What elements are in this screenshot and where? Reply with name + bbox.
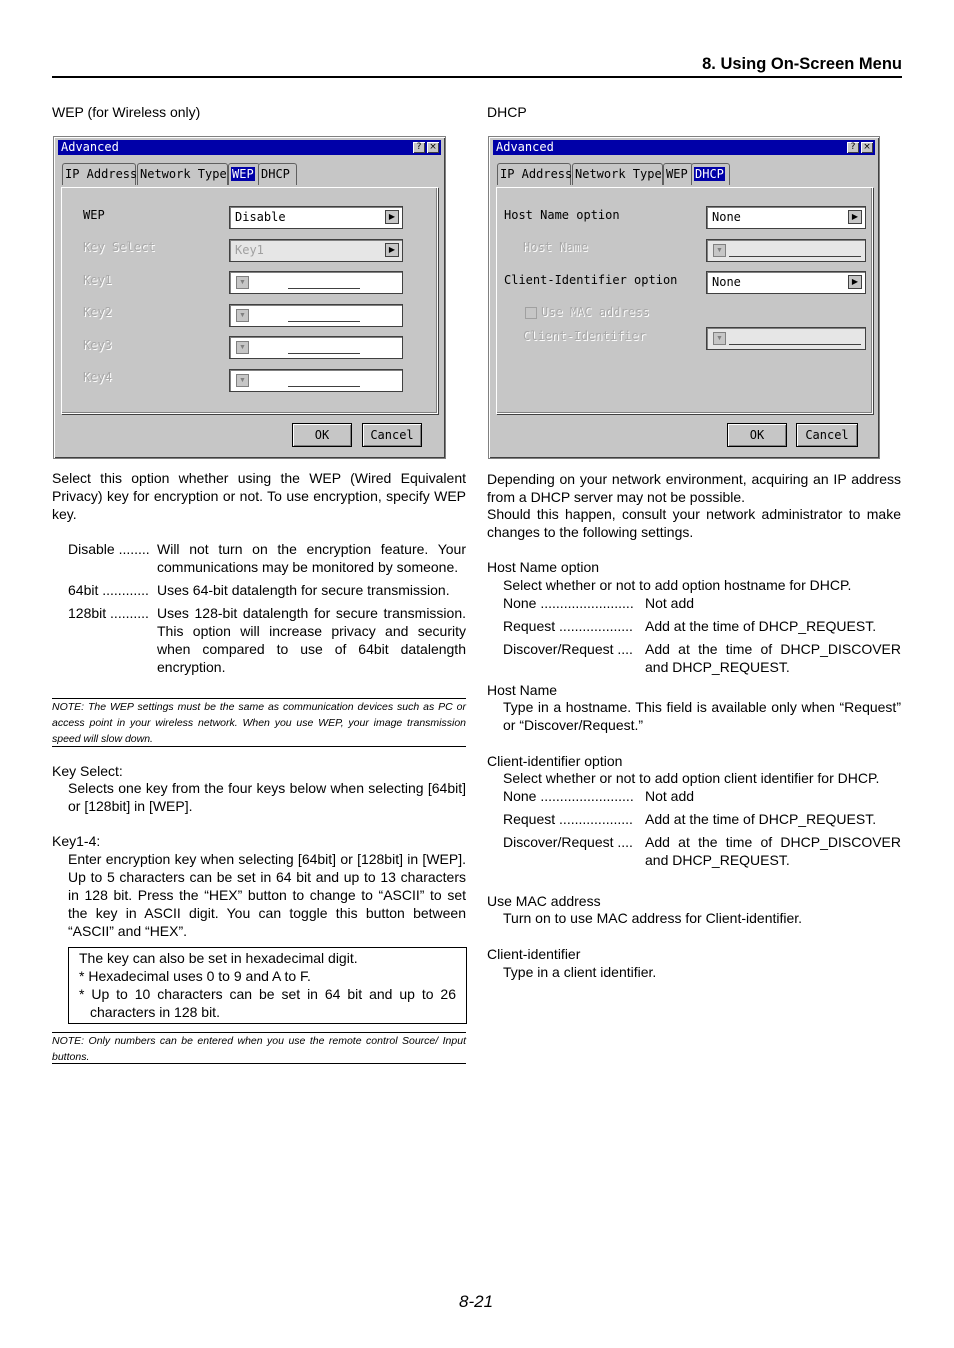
dialog-title: Advanced <box>496 140 554 154</box>
hex-info-box <box>68 947 467 1024</box>
note-divider <box>52 746 466 747</box>
chevron-right-icon: ▶ <box>848 275 862 289</box>
chevron-right-icon: ▶ <box>848 210 862 224</box>
option-desc: Will not turn on the encryption feature. Your communications may be monitored by someone. <box>157 541 466 575</box>
wep-dialog <box>53 136 446 459</box>
host-name-option-label: Host Name option <box>504 208 620 222</box>
help-icon[interactable]: ? <box>847 142 859 153</box>
option-term: 64bit ............ <box>68 582 149 598</box>
option-desc: Add at the time of DHCP_DISCOVER and DHCP_REQUEST. <box>645 641 901 675</box>
tab-network-type[interactable]: Network Type <box>137 163 228 185</box>
client-id-text: Type in a client identifier. <box>503 964 657 980</box>
chevron-right-icon: ▶ <box>385 210 399 224</box>
client-id-label: Client-Identifier <box>523 329 646 343</box>
use-mac-checkbox[interactable] <box>525 307 537 319</box>
key-select-heading: Key Select: <box>52 763 123 779</box>
hex-toggle-icon[interactable]: ▼ <box>713 332 726 345</box>
option-desc: Add at the time of DHCP_REQUEST. <box>645 811 877 827</box>
option-term: Discover/Request .... <box>503 641 633 657</box>
chevron-right-icon: ▶ <box>385 243 399 257</box>
key3-input[interactable] <box>229 336 403 359</box>
dhcp-caption: DHCP <box>487 104 527 120</box>
wep-caption: WEP (for Wireless only) <box>52 104 201 120</box>
dhcp-intro-2: Should this happen, consult your network administrator to make changes to the following settings. <box>487 506 901 540</box>
host-name-option-text: Select whether or not to add option hostname for DHCP. <box>503 577 852 593</box>
tab-ip-address[interactable]: IP Address <box>497 163 571 185</box>
use-mac-text: Turn on to use MAC address for Client-identifier. <box>503 910 803 926</box>
settings-panel <box>496 187 873 414</box>
close-icon[interactable]: × <box>861 142 873 153</box>
host-name-label: Host Name <box>523 240 589 254</box>
option-desc: Add at the time of DHCP_REQUEST. <box>645 618 877 634</box>
use-mac-label: Use MAC address <box>541 305 650 319</box>
cancel-button[interactable]: Cancel <box>362 423 422 447</box>
key1-label: Key1 <box>83 273 112 287</box>
ok-button[interactable]: OK <box>727 423 787 447</box>
hex-toggle-icon[interactable]: ▼ <box>713 244 726 257</box>
key1-input[interactable] <box>229 271 403 294</box>
option-desc: Add at the time of DHCP_DISCOVER and DHCP_REQUEST. <box>645 834 901 868</box>
option-term: Request ................... <box>503 811 633 827</box>
note-wep: NOTE: The WEP settings must be the same as communication devices such as PC or access point in your wireless network. When you use WEP, your image transmission speed will slow down. <box>52 701 466 745</box>
hex-toggle-icon[interactable]: ▼ <box>236 276 249 289</box>
key-select-select[interactable]: Key1 ▶ <box>229 239 403 262</box>
tab-network-type[interactable]: Network Type <box>572 163 663 185</box>
tab-dhcp[interactable]: DHCP <box>258 163 297 185</box>
hex-toggle-icon[interactable]: ▼ <box>236 341 249 354</box>
key2-input[interactable] <box>229 304 403 327</box>
hex-toggle-icon[interactable]: ▼ <box>236 309 249 322</box>
dhcp-dialog <box>488 136 880 459</box>
dialog-title: Advanced <box>61 140 119 154</box>
key14-heading: Key1-4: <box>52 833 101 849</box>
tab-wep[interactable]: WEP <box>663 163 693 185</box>
option-desc: Not add <box>645 788 695 804</box>
option-desc: Uses 64-bit datalength for secure transmission. <box>157 582 450 598</box>
box-line: The key can also be set in hexadecimal digit. <box>79 950 358 966</box>
key4-label: Key4 <box>83 370 112 384</box>
tab-ip-address[interactable]: IP Address <box>62 163 136 185</box>
client-id-option-select[interactable]: None ▶ <box>706 271 866 294</box>
ok-button[interactable]: OK <box>292 423 352 447</box>
client-id-heading: Client-identifier <box>487 946 581 962</box>
wep-select[interactable]: Disable ▶ <box>229 206 403 229</box>
option-desc: Not add <box>645 595 695 611</box>
settings-panel <box>61 187 438 414</box>
host-name-text: Type in a hostname. This field is available only when “Request” or “Discover/Request.” <box>503 699 901 733</box>
dialog-titlebar <box>493 140 875 155</box>
client-id-option-label: Client-Identifier option <box>504 273 678 287</box>
client-id-input[interactable] <box>706 327 866 350</box>
host-name-input[interactable] <box>706 239 866 262</box>
hex-toggle-icon[interactable]: ▼ <box>236 374 249 387</box>
dhcp-intro: Depending on your network environment, acquiring an IP address from a DHCP server may not be possible. <box>487 471 901 505</box>
box-line: * Hexadecimal uses 0 to 9 and A to F. <box>79 968 311 984</box>
option-desc: Uses 128-bit datalength for secure transmission. This option will increase privacy and security when compared to use of 64bit datalength encryption. <box>157 605 466 675</box>
option-term: Discover/Request .... <box>503 834 633 850</box>
client-id-option-heading: Client-identifier option <box>487 753 623 769</box>
tab-wep[interactable]: WEP <box>228 163 260 185</box>
header-rule <box>52 54 902 78</box>
option-term: Request ................... <box>503 618 633 634</box>
cancel-button[interactable]: Cancel <box>796 423 858 447</box>
option-term: None ........................ <box>503 788 634 804</box>
key3-label: Key3 <box>83 338 112 352</box>
note-remote: NOTE: Only numbers can be entered when you use the remote control Source/ Input buttons. <box>52 1035 466 1063</box>
option-term: Disable ........ <box>68 541 150 557</box>
dialog-titlebar <box>58 140 441 155</box>
host-name-option-select[interactable]: None ▶ <box>706 206 866 229</box>
tab-dhcp[interactable]: DHCP <box>691 163 730 185</box>
host-name-heading: Host Name <box>487 682 558 698</box>
box-line: * Up to 10 characters can be set in 64 bit and up to 26 characters in 128 bit. <box>79 986 456 1020</box>
option-term: None ........................ <box>503 595 634 611</box>
key14-text: Enter encryption key when selecting [64bit] or [128bit] in [WEP]. Up to 5 characters can be set in 64 bit and up to 13 characters in 128 bit. Press the “HEX” button to change to “ASCII” to set the key in ASCII digit. You can toggle this button between “ASCII” and “HEX”. <box>68 851 466 939</box>
key-select-label: Key Select <box>83 240 156 254</box>
wep-label: WEP <box>83 208 105 222</box>
note-divider <box>52 1063 466 1064</box>
host-name-option-heading: Host Name option <box>487 559 600 575</box>
help-icon[interactable]: ? <box>413 142 425 153</box>
key4-input[interactable] <box>229 369 403 392</box>
option-term: 128bit .......... <box>68 605 149 621</box>
close-icon[interactable]: × <box>427 142 439 153</box>
key2-label: Key2 <box>83 305 112 319</box>
wep-intro: Select this option whether using the WEP (Wired Equivalent Privacy) key for encryption or not. To use encryption, specify WEP key. <box>52 470 466 522</box>
client-id-option-text: Select whether or not to add option client identifier for DHCP. <box>503 770 880 786</box>
use-mac-heading: Use MAC address <box>487 893 601 909</box>
section-title: 8. Using On-Screen Menu <box>702 55 902 73</box>
page-number: 8-21 <box>459 1292 494 1311</box>
key-select-text: Selects one key from the four keys below when selecting [64bit] or [128bit] in [WEP]. <box>68 780 466 814</box>
